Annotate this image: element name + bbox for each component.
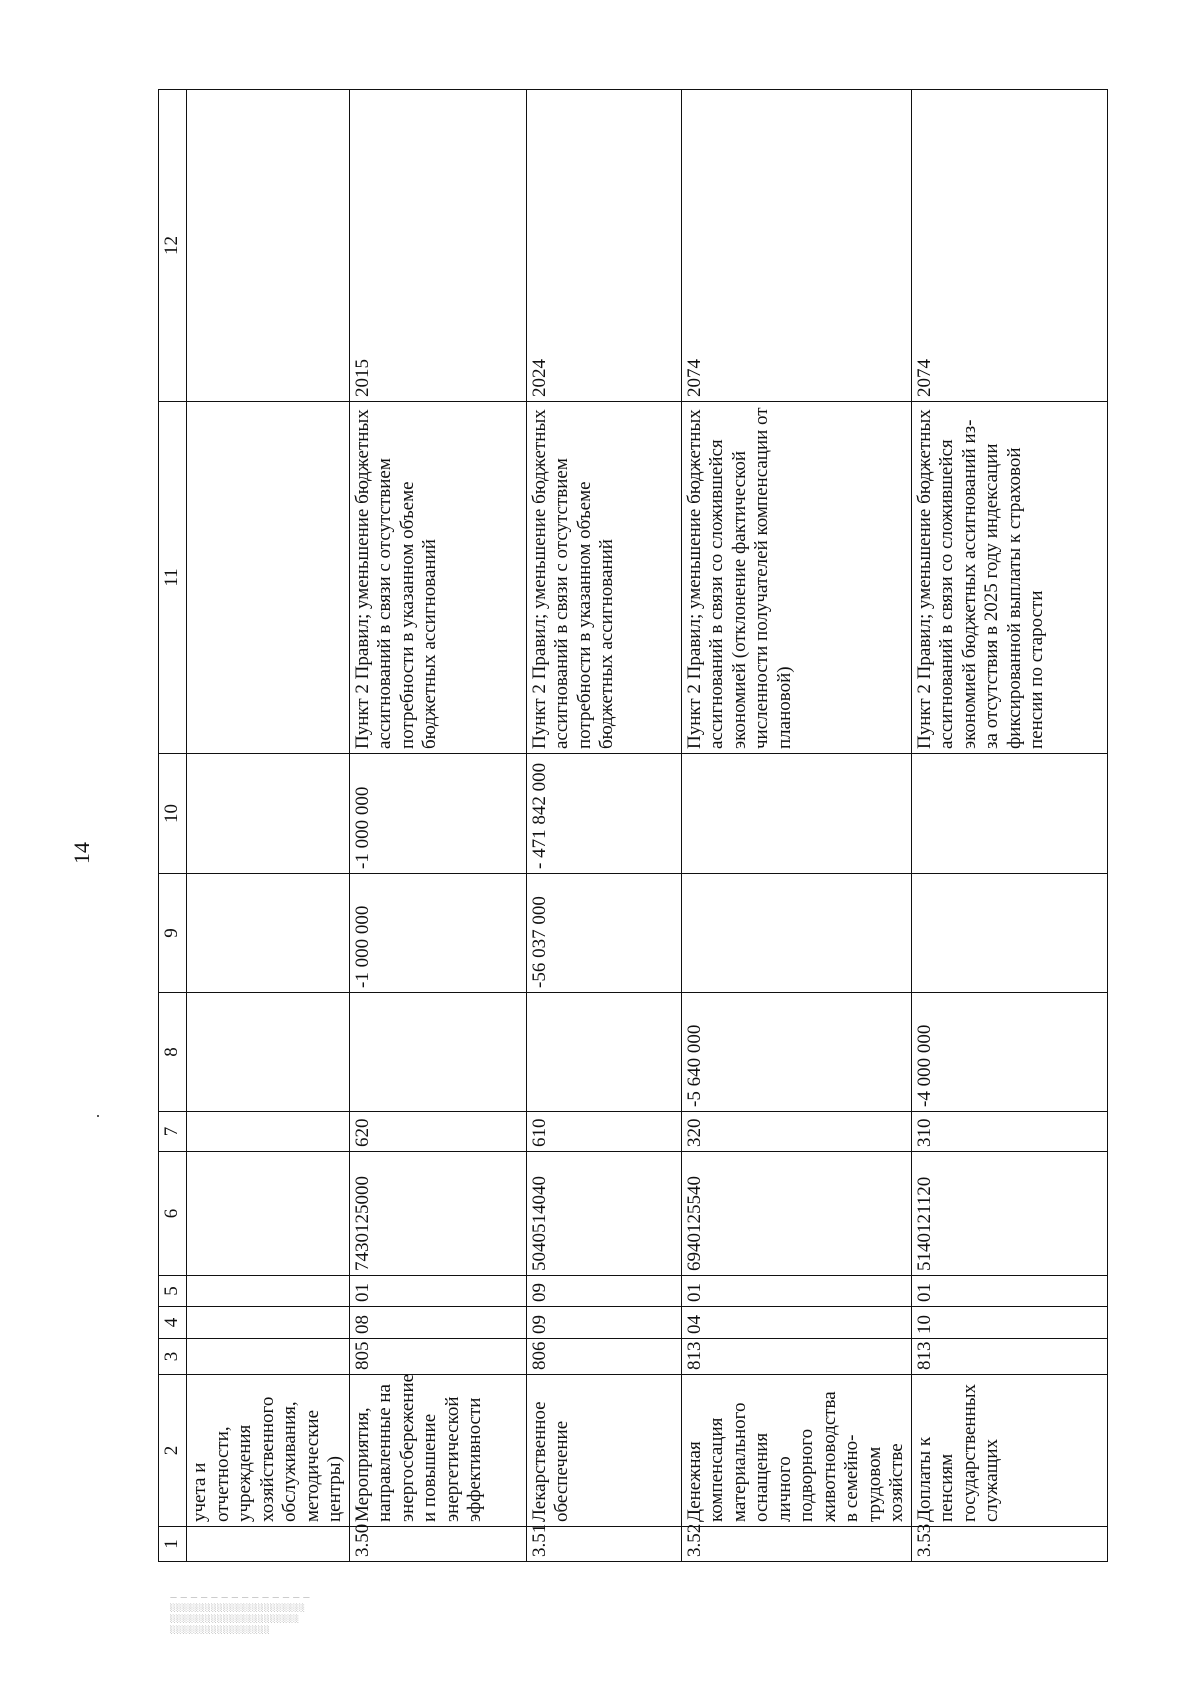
cell-c10	[187, 754, 350, 874]
cell-number: 3.50	[349, 1527, 526, 1562]
cell-name: Мероприятия, направленные на энергосбережение и повышение энергетической эффективности	[349, 1375, 526, 1527]
cell-c9	[681, 874, 911, 993]
cell-c5: 01	[349, 1276, 526, 1307]
table-row	[681, 90, 911, 1562]
cell-c4: 10	[911, 1307, 1107, 1339]
cell-c6: 5040514040	[526, 1152, 681, 1276]
rotated-table-container	[158, 90, 1050, 1562]
col-header-10: 10	[159, 754, 187, 874]
cell-c8: -4 000 000	[911, 993, 1107, 1112]
col-header-11: 11	[159, 402, 187, 754]
cell-c10: - 471 842 000	[526, 754, 681, 874]
cell-c9	[187, 874, 350, 993]
cell-name: учета и отчетности, учреждения хозяйственного обслуживания, методические центры)	[187, 1375, 350, 1527]
cell-c12: 2015	[349, 90, 526, 402]
cell-c12: 2074	[681, 90, 911, 402]
col-header-6: 6	[159, 1152, 187, 1276]
cell-c5: 01	[681, 1276, 911, 1307]
page-number: 14	[69, 842, 94, 864]
cell-name: Денежная компенсация материального оснащения личного подворного животноводства в семейно-трудовом хозяйстве	[681, 1375, 911, 1527]
col-header-5: 5	[159, 1276, 187, 1307]
cell-c10: -1 000 000	[349, 754, 526, 874]
cell-c3: 806	[526, 1339, 681, 1375]
cell-c5: 01	[911, 1276, 1107, 1307]
cell-name: Доплаты к пенсиям государственных служащих	[911, 1375, 1107, 1527]
col-header-9: 9	[159, 874, 187, 993]
cell-c7: 310	[911, 1112, 1107, 1152]
cell-c3	[187, 1339, 350, 1375]
cell-c6: 7430125000	[349, 1152, 526, 1276]
scan-speck	[97, 1115, 99, 1117]
table-row	[911, 90, 1107, 1562]
cell-c10	[681, 754, 911, 874]
cell-c8: -5 640 000	[681, 993, 911, 1112]
col-header-4: 4	[159, 1307, 187, 1339]
cell-c11: Пункт 2 Правил; уменьшение бюджетных ассигнований в связи с отсутствием потребности в указанном объеме бюджетных ассигнований	[526, 402, 681, 754]
cell-c6: 6940125540	[681, 1152, 911, 1276]
cell-number: 3.51	[526, 1527, 681, 1562]
budget-table	[158, 89, 1108, 1562]
col-header-8: 8	[159, 993, 187, 1112]
cell-c6	[187, 1152, 350, 1276]
col-header-12: 12	[159, 90, 187, 402]
cell-c9: -1 000 000	[349, 874, 526, 993]
cell-c4: 09	[526, 1307, 681, 1339]
cell-c12: 2024	[526, 90, 681, 402]
cell-c12: 2074	[911, 90, 1107, 402]
cell-c7: 320	[681, 1112, 911, 1152]
cell-c8	[526, 993, 681, 1112]
cell-c12	[187, 90, 350, 402]
cell-c9: -56 037 000	[526, 874, 681, 993]
cell-c10	[911, 754, 1107, 874]
table-row	[526, 90, 681, 1562]
cell-c7: 610	[526, 1112, 681, 1152]
table-row	[187, 90, 350, 1562]
cell-c3: 813	[911, 1339, 1107, 1375]
table-row	[349, 90, 526, 1562]
cell-number: 3.52	[681, 1527, 911, 1562]
header-row	[159, 90, 187, 1562]
cell-c3: 805	[349, 1339, 526, 1375]
faint-stamp-marks: — — — — — — — — — — — — — — ░░░░░░░░░░░░░░░░░░░░░░░ ░░░░░░░░░░░░░░░░░░░░░░ ░░░░░░░░░░░░░░░░░	[170, 1593, 311, 1634]
cell-c11: Пункт 2 Правил; уменьшение бюджетных ассигнований в связи со сложившейся экономией бюджетных ассигнований из-за отсутствия в 2025 году индексации фиксированной выплаты к страховой пенсии по старости	[911, 402, 1107, 754]
cell-c9	[911, 874, 1107, 993]
cell-c11: Пункт 2 Правил; уменьшение бюджетных ассигнований в связи с отсутствием потребности в указанном объеме бюджетных ассигнований	[349, 402, 526, 754]
cell-c4: 08	[349, 1307, 526, 1339]
cell-c7: 620	[349, 1112, 526, 1152]
cell-number: 3.53	[911, 1527, 1107, 1562]
cell-c8	[187, 993, 350, 1112]
cell-c4: 04	[681, 1307, 911, 1339]
cell-c4	[187, 1307, 350, 1339]
col-header-2: 2	[159, 1375, 187, 1527]
cell-c3: 813	[681, 1339, 911, 1375]
cell-number	[187, 1527, 350, 1562]
cell-c11	[187, 402, 350, 754]
cell-c7	[187, 1112, 350, 1152]
col-header-7: 7	[159, 1112, 187, 1152]
cell-c11: Пункт 2 Правил; уменьшение бюджетных ассигнований в связи со сложившейся экономией (отклонение фактической численности получателей компенсации от плановой)	[681, 402, 911, 754]
cell-c8	[349, 993, 526, 1112]
col-header-1: 1	[159, 1527, 187, 1562]
cell-c5: 09	[526, 1276, 681, 1307]
col-header-3: 3	[159, 1339, 187, 1375]
cell-c6: 5140121120	[911, 1152, 1107, 1276]
cell-name: Лекарственное обеспечение	[526, 1375, 681, 1527]
cell-c5	[187, 1276, 350, 1307]
